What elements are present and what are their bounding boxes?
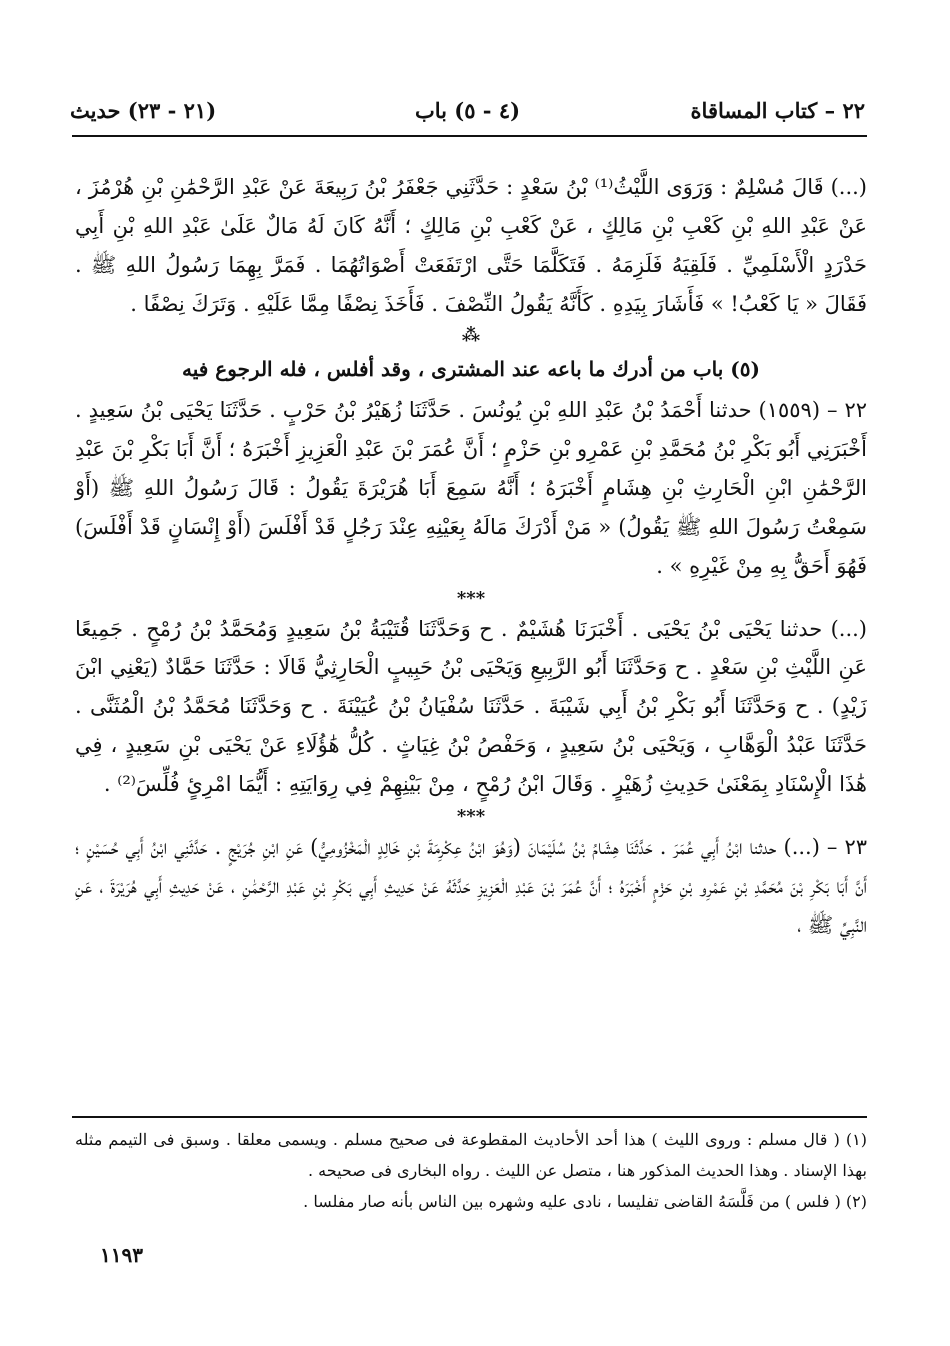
footnote-1: (١) ( قال مسلم : وروى الليث ) هذا أحد الأحاديث المقطوعة فى صحيح مسلم . ويسمى معلقا . وسبق فى التيمم مثله بهذا الإسناد . وهذا الحديث المذكور هنا ، متصل عن الليث . رواه البخارى فى صحيحه .	[75, 1130, 867, 1181]
footnote-divider	[72, 1116, 867, 1118]
main-text	[75, 168, 867, 944]
chapter-title: (٥) باب من أدرك ما باعه عند المشترى ، وقد أفلس ، فله الرجوع فيه	[182, 357, 760, 382]
header-chapter-ref: (٤ - ٥) باب	[414, 98, 521, 123]
header-hadith-ref: (٢١ - ٢٣) حديث	[70, 98, 217, 123]
footnotes	[75, 1124, 867, 1218]
hadith-paragraph-chain: (...) حدثنا يَحْيَى بْنُ يَحْيَى . أَخْبَرَنَا هُشَيْمٌ . ح وَحَدَّثَنَا قُتَيْبَةُ بْنُ سَعِيدٍ وَمُحَمَّدُ بْنُ رُمْحٍ . جَمِيعًا عَنِ اللَّيْثِ بْنِ سَعْدٍ . ح وَحَدَّثَنَا أَبُو الرَّبِيعِ وَيَحْيَى بْنُ حَبِيبٍ الْحَارِثِيُّ قَالَا : حَدَّثَنَا حَمَّادٌ (يَعْنِي ابْنَ زَيْدٍ) . ح وَحَدَّثَنَا أَبُو بَكْرِ بْنُ أَبِي شَيْبَةَ . حَدَّثَنَا سُفْيَانُ بْنُ عُيَيْنَةَ . ح وَحَدَّثَنَا مُحَمَّدُ بْنُ الْمُثَنَّى . حَدَّثَنَا عَبْدُ الْوَهَّابِ ، وَيَحْيَى بْنُ سَعِيدٍ ، وَحَفْصُ بْنُ غِيَاثٍ . كُلُّ هَٰؤُلَاءِ عَنْ يَحْيَى بْنِ سَعِيدٍ ، فِي هَٰذَا الْإِسْنَادِ بِمَعْنَىٰ حَدِيثِ زُهَيْرٍ . وَقَالَ ابْنُ رُمْحٍ ، مِنْ بَيْنِهِمْ فِي رِوَايَتِهِ : أَيُّمَا امْرِئٍ فُلِّسَ⁽²⁾ .	[75, 616, 867, 796]
section-separator-3: ***	[456, 805, 486, 827]
section-separator-2: ***	[456, 587, 486, 609]
section-separator-1: ⁂	[461, 325, 481, 347]
running-header	[70, 92, 865, 132]
hadith-paragraph-22: ٢٢ – (١٥٥٩) حدثنا أَحْمَدُ بْنُ عَبْدِ اللهِ بْنِ يُونُسَ . حَدَّثَنَا زُهَيْرُ بْنُ حَرْبٍ . حَدَّثَنَا يَحْيَى بْنُ سَعِيدٍ . أَخْبَرَنِي أَبُو بَكْرِ بْنُ مُحَمَّدِ بْنِ عَمْرِو بْنِ حَزْمٍ ؛ أَنَّ عُمَرَ بْنَ عَبْدِ الْعَزِيزِ أَخْبَرَهُ ؛ أَنَّ أَبَا بَكْرِ بْنَ عَبْدِ الرَّحْمَٰنِ ابْنِ الْحَارِثِ بْنِ هِشَامٍ أَخْبَرَهُ ؛ أَنَّهُ سَمِعَ أَبَا هُرَيْرَةَ يَقُولُ : قَالَ رَسُولُ اللهِ ﷺ (أَوْ سَمِعْتُ رَسُولَ اللهِ ﷺ يَقُولُ) « مَنْ أَدْرَكَ مَالَهُ بِعَيْنِهِ عِنْدَ رَجُلٍ قَدْ أَفْلَسَ (أَوْ إِنْسَانٍ قَدْ أَفْلَسَ) فَهُوَ أَحَقُّ بِهِ مِنْ غَيْرِهِ » .	[75, 398, 867, 578]
hadith-paragraph-23: ٢٣ – (...) حدثنا ابْنُ أَبِي عُمَرَ . حَدَّثَنَا هِشَامُ بْنُ سُلَيْمَانَ (وَهُوَ ابْنُ عِكْرِمَةَ بْنِ خَالِدٍ الْمَخْزُومِيُّ) عَنِ ابْنِ جُرَيْجٍ . حَدَّثَنِي ابْنُ أَبِي حُسَيْنٍ ؛ أَنَّ أَبَا بَكْرِ بْنَ مُحَمَّدِ بْنِ عَمْرِو بْنِ حَزْمٍ أَخْبَرَهُ ؛ أَنَّ عُمَرَ بْنَ عَبْدِ الْعَزِيزِ حَدَّثَهُ عَنْ حَدِيثِ أَبِي بَكْرِ بْنِ عَبْدِ الرَّحْمَٰنِ ، عَنْ حَدِيثِ أَبِي هُرَيْرَةَ ، عَنِ النَّبِيِّ ﷺ ،	[75, 834, 867, 937]
page-number: ١١٩٣	[100, 1243, 143, 1267]
header-page-ref: ٢٢ – كتاب المساقاة	[690, 98, 865, 123]
footnote-2: (٢) ( فلس ) من فَلَّسَهُ القاضى تفليسا ، نادى عليه وشهره بين الناس بأنه صار مفلسا .	[303, 1192, 867, 1212]
hadith-paragraph-1: (...) قَالَ مُسْلِمٌ : وَرَوَى اللَّيْثُ⁽¹⁾ بْنُ سَعْدٍ : حَدَّثَنِي جَعْفَرُ بْنُ رَبِيعَةَ عَنْ عَبْدِ الرَّحْمَٰنِ بْنِ هُرْمُزَ ، عَنْ عَبْدِ اللهِ بْنِ كَعْبِ بْنِ مَالِكٍ ، عَنْ كَعْبِ بْنِ مَالِكٍ ؛ أَنَّهُ كَانَ لَهُ مَالٌ عَلَىٰ عَبْدِ اللهِ بْنِ أَبِي حَدْرَدٍ الْأَسْلَمِيِّ . فَلَقِيَهُ فَلَزِمَهُ . فَتَكَلَّمَا حَتَّى ارْتَفَعَتْ أَصْوَاتُهُمَا . فَمَرَّ بِهِمَا رَسُولُ اللهِ ﷺ . فَقَالَ « يَا كَعْبُ! » فَأَشَارَ بِيَدِهِ . كَأَنَّهُ يَقُولُ النِّصْفَ . فَأَخَذَ نِصْفًا مِمَّا عَلَيْهِ . وَتَرَكَ نِصْفًا .	[75, 175, 867, 316]
header-divider	[72, 135, 867, 137]
